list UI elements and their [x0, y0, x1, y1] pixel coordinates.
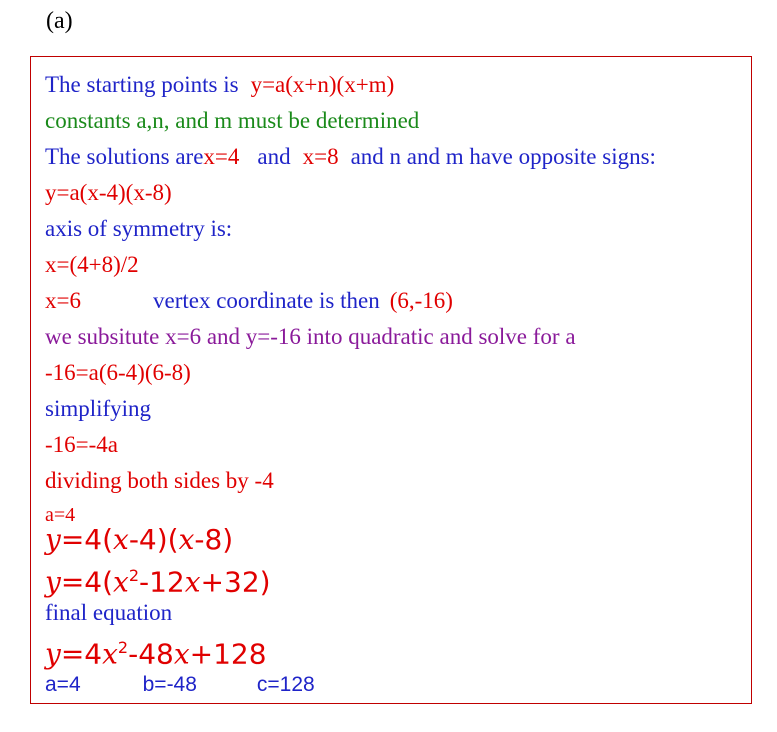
line-substituted: -16=a(6-4)(6-8)	[45, 360, 191, 385]
vertex-point: (6,-16)	[389, 288, 453, 313]
math-final-equation: $y=4x^2-48x+128$	[45, 637, 267, 671]
starting-point-text: The starting points is	[45, 72, 239, 97]
line-solutions	[45, 143, 656, 171]
line-coefficients	[45, 671, 315, 699]
line-simplified: -16=-4a	[45, 432, 118, 457]
line-simplifying: simplifying	[45, 396, 152, 421]
solutions-and: and	[257, 144, 291, 169]
line-constants: constants a,n, and m must be determined	[45, 108, 420, 133]
math-factored: y=4(x-4)(x-8)	[45, 523, 234, 556]
line-a-value: a=4	[45, 504, 76, 526]
line-vertex	[45, 287, 453, 315]
line-factored-form: y=a(x-4)(x-8)	[45, 180, 172, 205]
coef-b: b=-48	[142, 673, 197, 696]
solution-x1: x=4	[203, 144, 240, 169]
vertex-x: x=6	[45, 288, 81, 313]
solution-x2: x=8	[302, 144, 339, 169]
line-dividing: dividing both sides by -4	[45, 468, 274, 493]
solutions-text: The solutions are	[45, 144, 204, 169]
coef-c: c=128	[256, 673, 315, 696]
line-axis-calc: x=(4+8)/2	[45, 252, 139, 277]
coef-a: a=4	[45, 673, 81, 696]
math-expanded-inner: $y=4(x^2-12x+32)$	[45, 565, 271, 599]
line-substitute: we subsitute x=6 and y=-16 into quadratic and solve for a	[45, 324, 576, 349]
line-starting-point	[45, 71, 394, 99]
part-label: (a)	[46, 8, 73, 34]
vertex-text: vertex coordinate is then	[152, 288, 380, 313]
solution-box	[30, 56, 752, 704]
solutions-tail: and n and m have opposite signs:	[350, 144, 656, 169]
starting-point-equation: y=a(x+n)(x+m)	[250, 72, 395, 97]
line-axis-symmetry: axis of symmetry is:	[45, 216, 233, 241]
line-final-label: final equation	[45, 600, 173, 625]
